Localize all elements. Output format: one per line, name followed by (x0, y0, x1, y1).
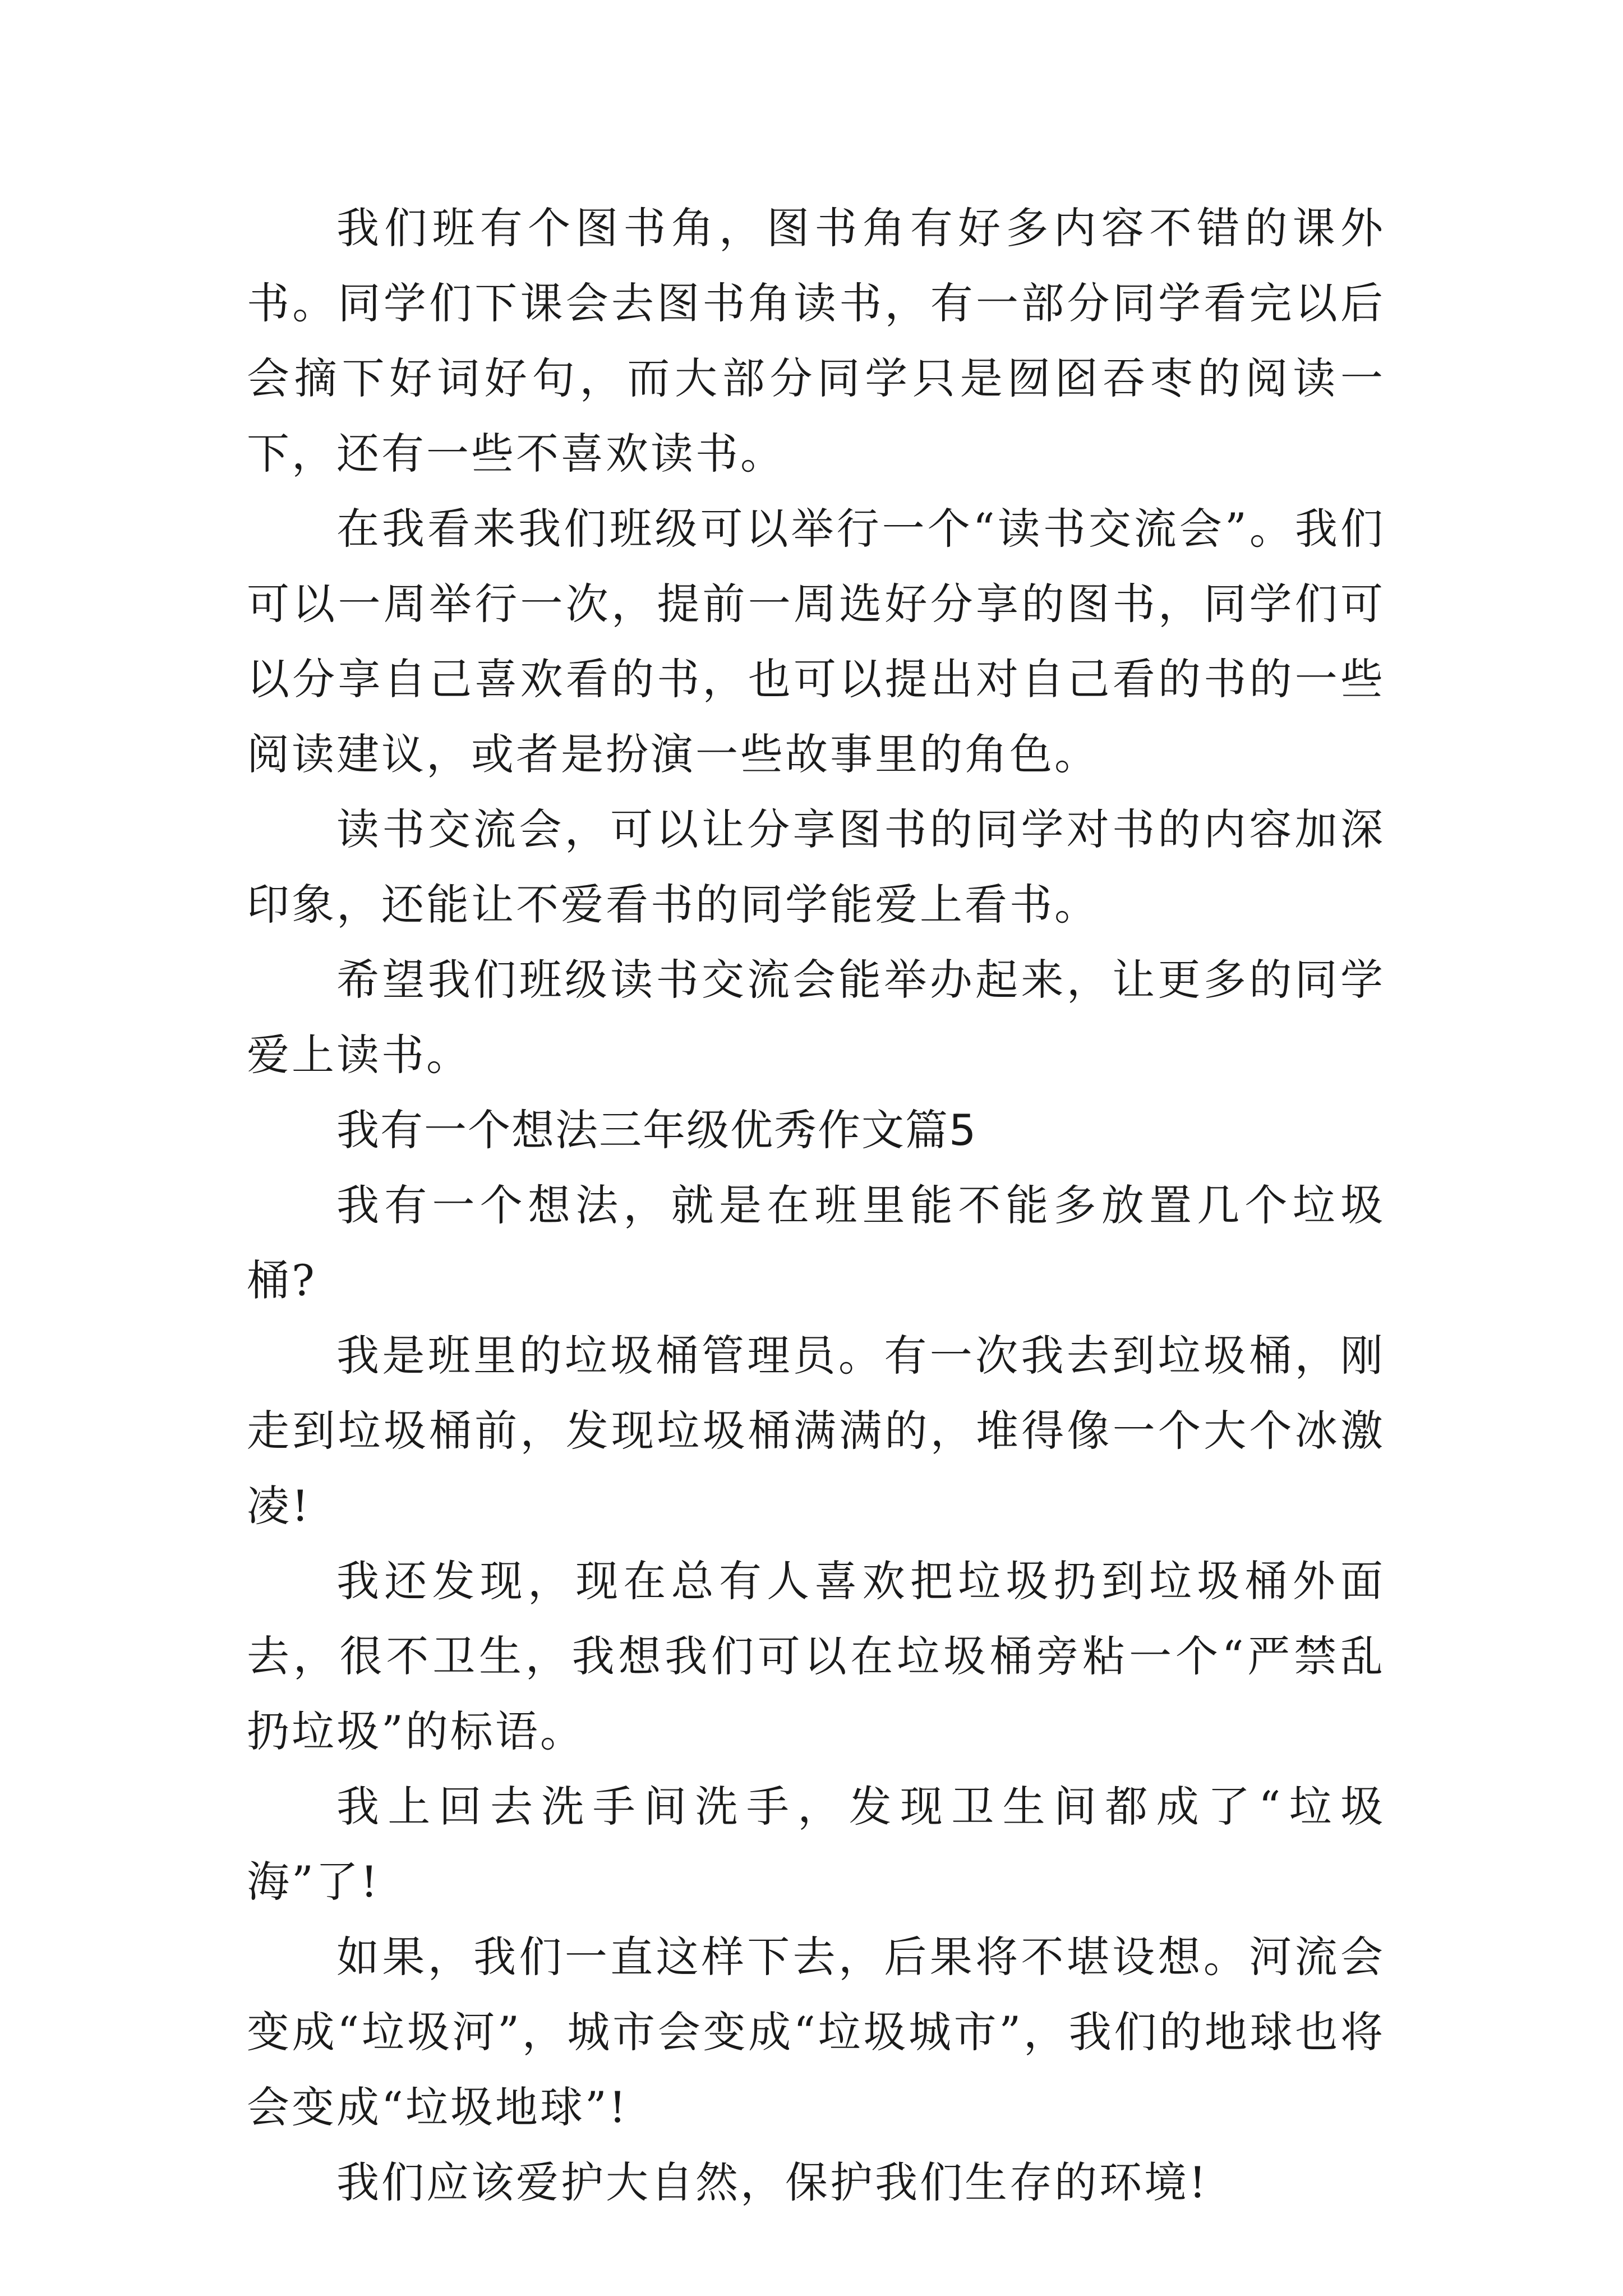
paragraph-hope: 希望我们班级读书交流会能举办起来，让更多的同学爱上读书。 (247, 955, 1385, 1080)
paragraph-trash-manager: 我是班里的垃圾桶管理员。有一次我去到垃圾桶，刚走到垃圾桶前，发现垃圾桶满满的，堆得像一个大个冰激凌! (247, 1331, 1385, 1531)
paragraph-idea: 我有一个想法，就是在班里能不能多放置几个垃圾桶? (247, 1180, 1385, 1305)
section-heading: 我有一个想法三年级优秀作文篇5 (336, 1105, 978, 1155)
paragraph-book-corner: 我们班有个图书角，图书角有好多内容不错的课外书。同学们下课会去图书角读书，有一部分同学看完以后会摘下好词好句，而大部分同学只是囫囵吞枣的阅读一下，还有一些不喜欢读书。 (247, 203, 1385, 478)
paragraph-exchange-benefit: 读书交流会，可以让分享图书的同学对书的内容加深印象，还能让不爱看书的同学能爱上看书。 (247, 804, 1385, 930)
paragraph-protect-nature: 我们应该爱护大自然，保护我们生存的环境! (336, 2157, 1209, 2207)
paragraph-reading-exchange: 在我看来我们班级可以举行一个“读书交流会”。我们可以一周举行一次，提前一周选好分享的图书，同学们可以分享自己喜欢看的书，也可以提出对自己看的书的一些阅读建议，或者是扮演一些故事里的角色。 (247, 504, 1385, 779)
article-body (247, 191, 1385, 2220)
paragraph-slogan: 我还发现，现在总有人喜欢把垃圾扔到垃圾桶外面去，很不卫生，我想我们可以在垃圾桶旁粘一个“严禁乱扔垃圾”的标语。 (247, 1556, 1385, 1756)
paragraph-consequence: 如果，我们一直这样下去，后果将不堪设想。河流会变成“垃圾河”，城市会变成“垃圾城市”，我们的地球也将会变成“垃圾地球”! (247, 1932, 1385, 2132)
paragraph-washroom: 我上回去洗手间洗手，发现卫生间都成了“垃圾海”了! (247, 1782, 1385, 1907)
